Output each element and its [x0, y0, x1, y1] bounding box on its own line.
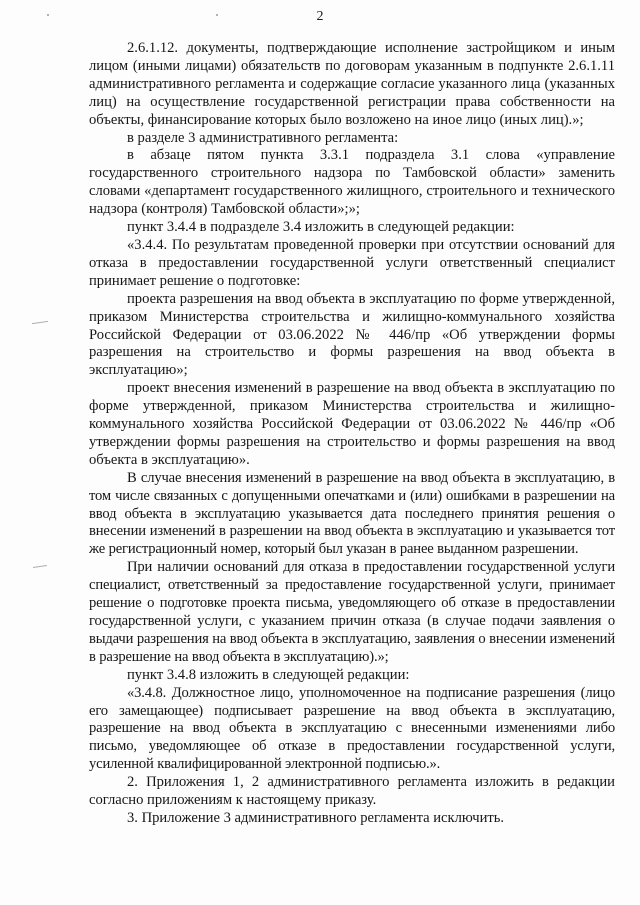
- paragraph-3-4-8-intro: пункт 3.4.8 изложить в следующей редакции:: [127, 666, 410, 683]
- scan-margin-mark: [33, 565, 47, 568]
- page-number: 2: [316, 9, 324, 24]
- paragraph-item-2: 2. Приложения 1, 2 административного регламента изложить в редакции согласно приложениям к настоящему приказу.: [89, 774, 615, 809]
- paragraph-3-3-1-amendment: в абзаце пятом пункта 3.3.1 подраздела 3.1 слова «управление государственного строительного надзора по Тамбовской области» заменить словами «департамент государственного жилищного, строительного и технического надзора (контроля) Тамбовской области»;»;: [89, 147, 615, 218]
- paragraph-section-3-intro: в разделе 3 административного регламента:: [127, 129, 399, 146]
- paragraph-3-4-4-text: «3.4.4. По результатам проведенной проверки при отсутствии оснований для отказа в предоставлении государственной услуги ответственный специалист принимает решение о подготовке:: [89, 236, 615, 289]
- paragraph-refusal-grounds: При наличии оснований для отказа в предоставлении государственной услуги специалист, ответственный за предоставление государственной услуги, принимает решение о подготовке проекта письма, уведомляющего об отказе в предоставлении государственной услуги, с указанием причин отказа (в случае подачи заявления о выдачи разрешения на ввод объекта в эксплуатацию, заявления о внесении изменений в разрешение на ввод объекта в эксплуатацию).»;: [89, 559, 615, 665]
- paragraph-changes-case: В случае внесения изменений в разрешение на ввод объекта в эксплуатацию, в том числе связанных с допущенными опечатками и (или) ошибками в разрешении на ввод объекта в эксплуатацию указывается дата последнего принятия решения о внесении изменений в разрешении на ввод объекта в эксплуатацию и указывается тот же регистрационный номер, который был указан в ранее выданном разрешении.: [89, 469, 615, 558]
- paragraph-project-permit: проекта разрешения на ввод объекта в эксплуатацию по форме утвержденной, приказом Министерства строительства и жилищно-коммунального хозяйства Российской Федерации от 03.06.2022 № 446/пр «Об утверждении формы разрешения на строительство и формы разрешения на ввод объекта в эксплуатацию»;: [89, 290, 615, 379]
- paragraph-item-3: 3. Приложение 3 административного регламента исключить.: [127, 809, 505, 826]
- paragraph-3-4-8-text: «3.4.8. Должностное лицо, уполномоченное на подписание разрешения (лицо его замещающее) подписывает разрешение на ввод объекта в эксплуатацию, разрешение на ввод объекта в эксплуатацию с внесенными изменениями либо письмо, уведомляющее об отказе в предоставлении государственной услуги, усиленной квалифицированной электронной подписью.».: [89, 684, 615, 773]
- paragraph-2-6-1-12: 2.6.1.12. документы, подтверждающие исполнение застройщиком и иным лицом (иными лицами) обязательств по договорам указанным в подпункте 2.6.1.11 административного регламента и содержащие согласие указанного лица (указанных лиц) на осуществление государственной регистрации права собственности на объекты, финансирование которых было возложено на иное лицо (иных лиц).»;: [89, 40, 615, 128]
- paragraph-3-4-4-intro: пункт 3.4.4 в подразделе 3.4 изложить в следующей редакции:: [127, 219, 515, 236]
- paragraph-project-changes: проект внесения изменений в разрешение на ввод объекта в эксплуатацию по форме утвержденной, приказом Министерства строительства и жилищно-коммунального хозяйства Российской Федерации от 03.06.2022 № 446/пр «Об утверждении формы разрешения на строительство и формы разрешения на ввод объекта в эксплуатацию».: [89, 380, 615, 468]
- scan-margin-mark: [32, 321, 48, 324]
- document-body: [89, 40, 615, 828]
